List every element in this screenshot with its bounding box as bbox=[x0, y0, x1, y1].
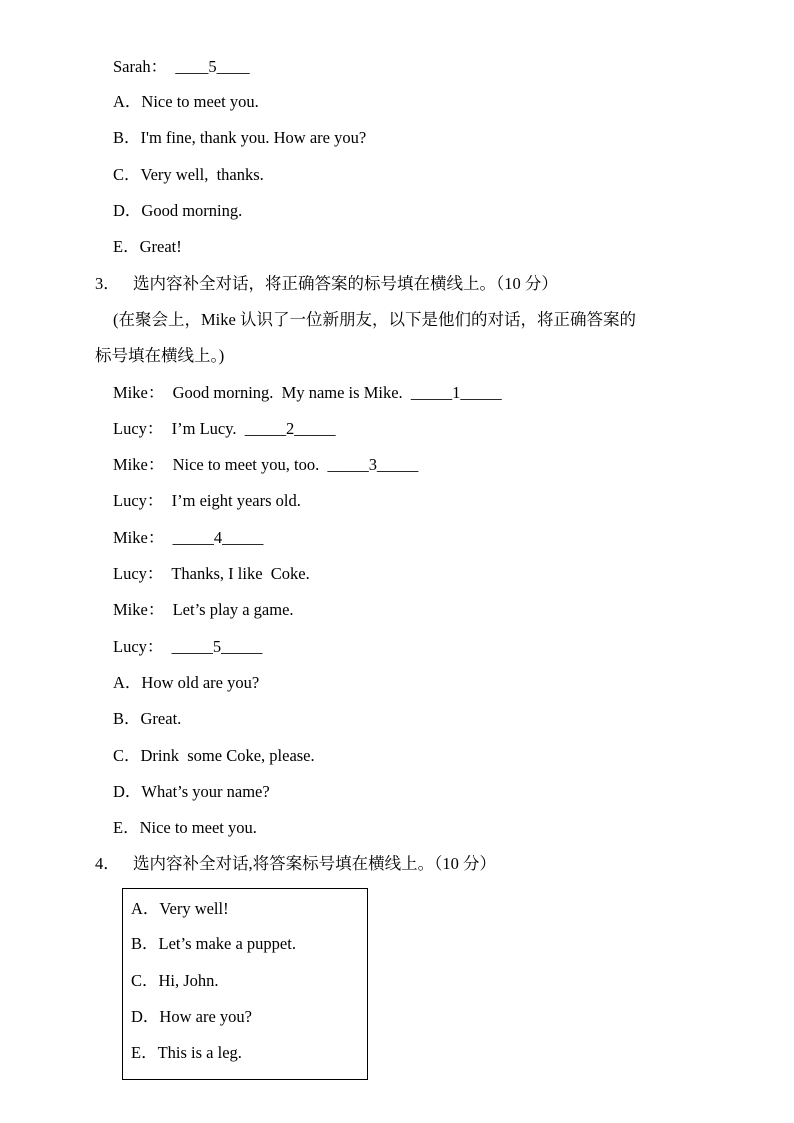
box-option-d: D．How are you? bbox=[131, 1007, 252, 1026]
box-option-c: C．Hi, John. bbox=[131, 971, 219, 990]
question-number-4: 4． bbox=[95, 854, 120, 873]
question-3-context-line-1: (在聚会上，Mike 认识了一位新朋友，以下是他们的对话，将正确答案的 bbox=[113, 310, 636, 329]
s3-option-a: A．How old are you? bbox=[113, 673, 260, 692]
dialogue-line: Lucy： Thanks, I like Coke. bbox=[113, 564, 310, 583]
dialogue-line: Mike： Let’s play a game. bbox=[113, 600, 294, 619]
box-option-a: A．Very well! bbox=[131, 899, 229, 918]
box-option-b: B．Let’s make a puppet. bbox=[131, 934, 296, 953]
question-number-3: 3． bbox=[95, 274, 120, 293]
options-box bbox=[122, 888, 368, 1080]
s2-option-a: A．Nice to meet you. bbox=[113, 92, 259, 111]
s2-option-c: C．Very well, thanks. bbox=[113, 165, 264, 184]
dialogue-line: Lucy： I’m eight years old. bbox=[113, 491, 301, 510]
s3-option-c: C．Drink some Coke, please. bbox=[113, 746, 315, 765]
s3-option-b: B．Great. bbox=[113, 709, 182, 728]
question-3-instruction: 选内容补全对话，将正确答案的标号填在横线上。（10 分） bbox=[133, 274, 558, 293]
box-option-e: E．This is a leg. bbox=[131, 1043, 242, 1062]
dialogue-line: Mike： Good morning. My name is Mike. _____1_____ bbox=[113, 383, 502, 402]
dialogue-line: Lucy： _____5_____ bbox=[113, 637, 263, 656]
dialogue-line: Lucy： I’m Lucy. _____2_____ bbox=[113, 419, 336, 438]
dialogue-line: Mike： Nice to meet you, too. _____3_____ bbox=[113, 455, 419, 474]
s2-option-e: E．Great! bbox=[113, 237, 182, 256]
question-3-context-line-2: 标号填在横线上。) bbox=[95, 346, 225, 365]
dialogue-line-sarah: Sarah： ____5____ bbox=[113, 57, 250, 76]
s2-option-d: D．Good morning. bbox=[113, 201, 243, 220]
dialogue-line: Mike： _____4_____ bbox=[113, 528, 264, 547]
question-4-instruction: 选内容补全对话,将答案标号填在横线上。（10 分） bbox=[133, 854, 496, 873]
s2-option-b: B．I'm fine, thank you. How are you? bbox=[113, 128, 367, 147]
s3-option-d: D．What’s your name? bbox=[113, 782, 270, 801]
s3-option-e: E．Nice to meet you. bbox=[113, 818, 257, 837]
